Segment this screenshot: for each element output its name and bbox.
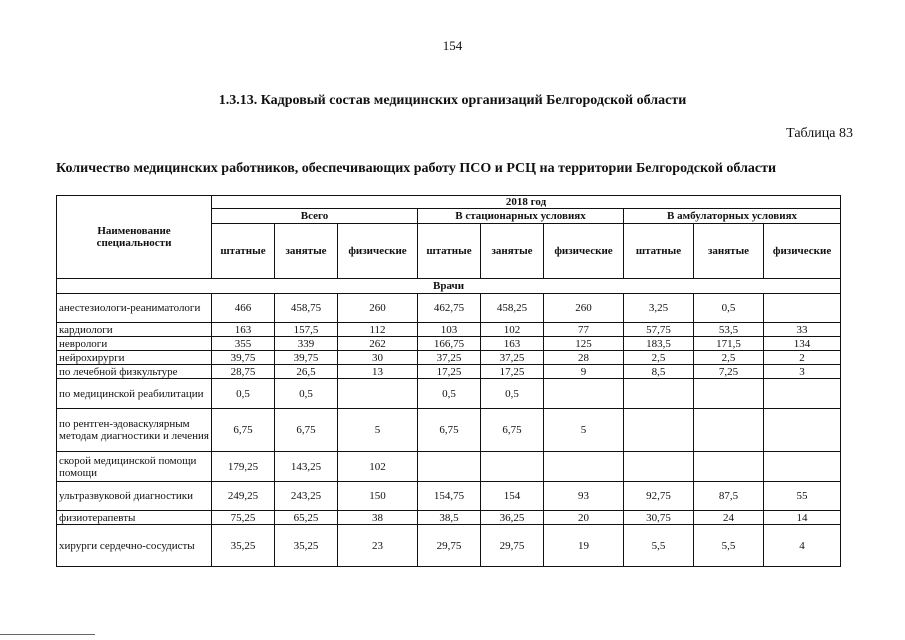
value-cell: 19 bbox=[544, 525, 624, 567]
value-cell: 5,5 bbox=[624, 525, 694, 567]
value-cell: 30,75 bbox=[624, 511, 694, 525]
specialty-name: скорой медицинской помощи помощи bbox=[57, 452, 212, 482]
value-cell: 183,5 bbox=[624, 337, 694, 351]
value-cell bbox=[764, 379, 841, 409]
value-cell: 102 bbox=[481, 323, 544, 337]
value-cell: 355 bbox=[212, 337, 275, 351]
value-cell: 39,75 bbox=[275, 351, 338, 365]
value-cell: 35,25 bbox=[212, 525, 275, 567]
value-cell bbox=[764, 294, 841, 323]
value-cell: 243,25 bbox=[275, 482, 338, 511]
value-cell: 93 bbox=[544, 482, 624, 511]
value-cell: 38 bbox=[338, 511, 418, 525]
value-cell: 0,5 bbox=[275, 379, 338, 409]
value-cell: 5 bbox=[338, 409, 418, 452]
specialty-name: по лечебной физкультуре bbox=[57, 365, 212, 379]
header-subcol: штатные bbox=[418, 224, 481, 279]
value-cell bbox=[544, 452, 624, 482]
specialty-name: хирурги сердечно-сосудисты bbox=[57, 525, 212, 567]
value-cell: 23 bbox=[338, 525, 418, 567]
value-cell: 163 bbox=[212, 323, 275, 337]
header-subcol: штатные bbox=[212, 224, 275, 279]
value-cell: 30 bbox=[338, 351, 418, 365]
value-cell: 163 bbox=[481, 337, 544, 351]
value-cell: 35,25 bbox=[275, 525, 338, 567]
specialty-name: кардиологи bbox=[57, 323, 212, 337]
value-cell: 260 bbox=[544, 294, 624, 323]
section-label-doctors: Врачи bbox=[57, 279, 841, 294]
value-cell: 112 bbox=[338, 323, 418, 337]
value-cell: 4 bbox=[764, 525, 841, 567]
value-cell bbox=[694, 409, 764, 452]
value-cell: 339 bbox=[275, 337, 338, 351]
value-cell: 17,25 bbox=[418, 365, 481, 379]
table-row bbox=[57, 323, 841, 337]
value-cell: 28,75 bbox=[212, 365, 275, 379]
table-row bbox=[57, 482, 841, 511]
value-cell: 5,5 bbox=[694, 525, 764, 567]
table-number: Таблица 83 bbox=[786, 126, 853, 141]
value-cell bbox=[764, 452, 841, 482]
value-cell: 157,5 bbox=[275, 323, 338, 337]
value-cell: 125 bbox=[544, 337, 624, 351]
specialty-name: анестезиологи-реаниматологи bbox=[57, 294, 212, 323]
staff-table bbox=[56, 195, 841, 567]
page-number: 154 bbox=[442, 38, 463, 53]
table-caption: Количество медицинских работников, обеспечивающих работу ПСО и РСЦ на территории Белгородской области bbox=[56, 161, 777, 176]
value-cell: 65,25 bbox=[275, 511, 338, 525]
value-cell: 0,5 bbox=[418, 379, 481, 409]
table-row bbox=[57, 452, 841, 482]
value-cell: 55 bbox=[764, 482, 841, 511]
value-cell: 249,25 bbox=[212, 482, 275, 511]
header-group-inpatient: В стационарных условиях bbox=[418, 209, 624, 224]
specialty-name: по рентген-эдоваскулярным методам диагностики и лечения bbox=[57, 409, 212, 452]
value-cell: 77 bbox=[544, 323, 624, 337]
value-cell: 13 bbox=[338, 365, 418, 379]
value-cell: 179,25 bbox=[212, 452, 275, 482]
value-cell: 87,5 bbox=[694, 482, 764, 511]
value-cell bbox=[481, 452, 544, 482]
header-subcol: занятые bbox=[275, 224, 338, 279]
value-cell: 262 bbox=[338, 337, 418, 351]
value-cell: 24 bbox=[694, 511, 764, 525]
value-cell: 462,75 bbox=[418, 294, 481, 323]
value-cell: 5 bbox=[544, 409, 624, 452]
specialty-name: ультразвуковой диагностики bbox=[57, 482, 212, 511]
value-cell: 458,75 bbox=[275, 294, 338, 323]
value-cell bbox=[338, 379, 418, 409]
table-row bbox=[57, 351, 841, 365]
specialty-name: нейрохирурги bbox=[57, 351, 212, 365]
specialty-name: неврологи bbox=[57, 337, 212, 351]
value-cell: 33 bbox=[764, 323, 841, 337]
value-cell bbox=[624, 452, 694, 482]
value-cell: 29,75 bbox=[418, 525, 481, 567]
value-cell: 0,5 bbox=[694, 294, 764, 323]
value-cell bbox=[764, 409, 841, 452]
table-row bbox=[57, 337, 841, 351]
value-cell: 0,5 bbox=[212, 379, 275, 409]
value-cell: 154,75 bbox=[418, 482, 481, 511]
table-row bbox=[57, 511, 841, 525]
value-cell: 38,5 bbox=[418, 511, 481, 525]
value-cell: 53,5 bbox=[694, 323, 764, 337]
header-subcol: занятые bbox=[694, 224, 764, 279]
table-row bbox=[57, 379, 841, 409]
value-cell: 466 bbox=[212, 294, 275, 323]
section-title: 1.3.13. Кадровый состав медицинских организаций Белгородской области bbox=[218, 93, 687, 108]
value-cell: 166,75 bbox=[418, 337, 481, 351]
header-subcol: физические bbox=[764, 224, 841, 279]
value-cell: 2,5 bbox=[694, 351, 764, 365]
value-cell: 154 bbox=[481, 482, 544, 511]
value-cell: 3,25 bbox=[624, 294, 694, 323]
value-cell: 26,5 bbox=[275, 365, 338, 379]
value-cell: 102 bbox=[338, 452, 418, 482]
header-subcol: физические bbox=[338, 224, 418, 279]
value-cell: 39,75 bbox=[212, 351, 275, 365]
value-cell: 260 bbox=[338, 294, 418, 323]
header-subcol: физические bbox=[544, 224, 624, 279]
value-cell: 0,5 bbox=[481, 379, 544, 409]
value-cell: 2 bbox=[764, 351, 841, 365]
value-cell: 37,25 bbox=[481, 351, 544, 365]
table-row bbox=[57, 525, 841, 567]
value-cell bbox=[624, 409, 694, 452]
bottom-rule bbox=[0, 634, 95, 635]
value-cell: 171,5 bbox=[694, 337, 764, 351]
value-cell bbox=[694, 452, 764, 482]
header-group-total: Всего bbox=[212, 209, 418, 224]
specialty-name: по медицинской реабилитации bbox=[57, 379, 212, 409]
value-cell: 2,5 bbox=[624, 351, 694, 365]
value-cell: 57,75 bbox=[624, 323, 694, 337]
table-row bbox=[57, 294, 841, 323]
value-cell: 6,75 bbox=[481, 409, 544, 452]
header-subcol: занятые bbox=[481, 224, 544, 279]
value-cell: 17,25 bbox=[481, 365, 544, 379]
value-cell: 8,5 bbox=[624, 365, 694, 379]
value-cell: 6,75 bbox=[275, 409, 338, 452]
value-cell bbox=[418, 452, 481, 482]
value-cell: 9 bbox=[544, 365, 624, 379]
value-cell: 103 bbox=[418, 323, 481, 337]
header-year: 2018 год bbox=[212, 196, 841, 209]
value-cell: 37,25 bbox=[418, 351, 481, 365]
value-cell: 20 bbox=[544, 511, 624, 525]
value-cell: 75,25 bbox=[212, 511, 275, 525]
header-name-col: Наименование специальности bbox=[57, 196, 212, 279]
table-row bbox=[57, 409, 841, 452]
header-group-outpatient: В амбулаторных условиях bbox=[624, 209, 841, 224]
value-cell: 36,25 bbox=[481, 511, 544, 525]
value-cell: 92,75 bbox=[624, 482, 694, 511]
table-row bbox=[57, 365, 841, 379]
value-cell bbox=[624, 379, 694, 409]
value-cell: 143,25 bbox=[275, 452, 338, 482]
specialty-name: физиотерапевты bbox=[57, 511, 212, 525]
value-cell: 28 bbox=[544, 351, 624, 365]
value-cell: 150 bbox=[338, 482, 418, 511]
value-cell: 458,25 bbox=[481, 294, 544, 323]
value-cell: 14 bbox=[764, 511, 841, 525]
value-cell: 29,75 bbox=[481, 525, 544, 567]
value-cell: 3 bbox=[764, 365, 841, 379]
value-cell bbox=[544, 379, 624, 409]
value-cell: 7,25 bbox=[694, 365, 764, 379]
value-cell bbox=[694, 379, 764, 409]
value-cell: 6,75 bbox=[418, 409, 481, 452]
value-cell: 134 bbox=[764, 337, 841, 351]
header-subcol: штатные bbox=[624, 224, 694, 279]
value-cell: 6,75 bbox=[212, 409, 275, 452]
